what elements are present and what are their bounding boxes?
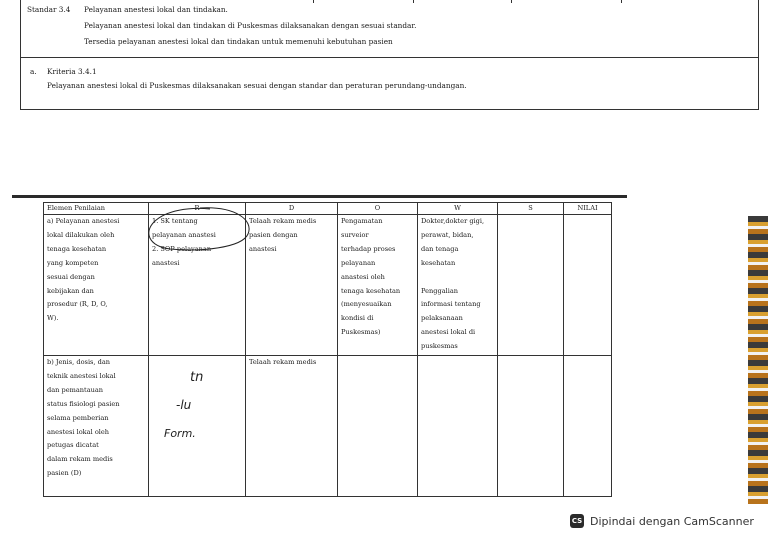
scan-edge-artifact bbox=[748, 216, 768, 504]
cell-w bbox=[418, 356, 498, 497]
table-row bbox=[44, 356, 612, 497]
table-row bbox=[44, 215, 612, 356]
header-nilai: NILAI bbox=[564, 203, 612, 215]
divider bbox=[413, 0, 414, 3]
header-r: R bbox=[149, 203, 246, 215]
cell-o bbox=[338, 356, 418, 497]
header-d: D bbox=[246, 203, 338, 215]
header-o: O bbox=[338, 203, 418, 215]
divider bbox=[313, 0, 314, 3]
cell-o: Pengamatan surveior terhadap proses pelayanan anastesi oleh tenaga kesehatan (menyesuaikan kondisi di Puskesmas) bbox=[338, 215, 418, 356]
cell-nilai bbox=[564, 215, 612, 356]
table-top-rule bbox=[12, 195, 627, 198]
standard-title: Pelayanan anestesi lokal dan tindakan. bbox=[84, 5, 228, 14]
cell-w: Dokter,dokter gigi, perawat, bidan, dan tenaga kesehatan Penggalian informasi tentang pelaksanaan anestesi lokal di puskesmas bbox=[418, 215, 498, 356]
standard-box bbox=[20, 0, 759, 110]
handwritten-note: tn bbox=[190, 370, 204, 385]
handwritten-note: -lu bbox=[176, 398, 192, 412]
criteria-text: Pelayanan anestesi lokal di Puskesmas dilaksanakan sesuai dengan standar dan peraturan perundang-undangan. bbox=[47, 81, 467, 90]
cell-d: Telaah rekam medis bbox=[246, 356, 338, 497]
cell-elemen: a) Pelayanan anestesi lokal dilakukan oleh tenaga kesehatan yang kompeten sesuai dengan kebijakan dan prosedur (R, D, O, W). bbox=[44, 215, 149, 356]
assessment-table bbox=[43, 202, 612, 497]
header-elemen: Elemen Penilaian bbox=[44, 203, 149, 215]
cell-d: Telaah rekam medis pasien dengan anastesi bbox=[246, 215, 338, 356]
standard-line-3: Tersedia pelayanan anestesi lokal dan tindakan untuk memenuhi kebutuhan pasien bbox=[84, 37, 393, 46]
watermark-text: Dipindai dengan CamScanner bbox=[590, 514, 754, 528]
camscanner-logo-icon: CS bbox=[570, 514, 584, 528]
handwritten-note: Form. bbox=[164, 427, 196, 440]
cell-elemen: b) Jenis, dosis, dan teknik anestesi lokal dan pemantauan status fisiologi pasien selama pemberian anestesi lokal oleh petugas dicatat dalam rekam medis pasien (D) bbox=[44, 356, 149, 497]
divider bbox=[21, 57, 758, 58]
standard-line-2: Pelayanan anestesi lokal dan tindakan di Puskesmas dilaksanakan dengan sesuai standar. bbox=[84, 21, 417, 30]
criteria-marker: a. bbox=[30, 67, 37, 76]
table-header-row bbox=[44, 203, 612, 215]
cell-nilai bbox=[564, 356, 612, 497]
header-s: S bbox=[498, 203, 564, 215]
divider bbox=[621, 0, 622, 3]
standard-label: Standar 3.4 bbox=[27, 5, 71, 14]
criteria-title: Kriteria 3.4.1 bbox=[47, 67, 97, 76]
cell-r: 1. SK tentang pelayanan anastesi 2. SOP pelayanan anastesi bbox=[149, 215, 246, 356]
header-w: W bbox=[418, 203, 498, 215]
cell-s bbox=[498, 215, 564, 356]
camscanner-watermark bbox=[570, 514, 754, 528]
handwritten-circle bbox=[140, 200, 260, 260]
cell-s bbox=[498, 356, 564, 497]
divider bbox=[511, 0, 512, 3]
